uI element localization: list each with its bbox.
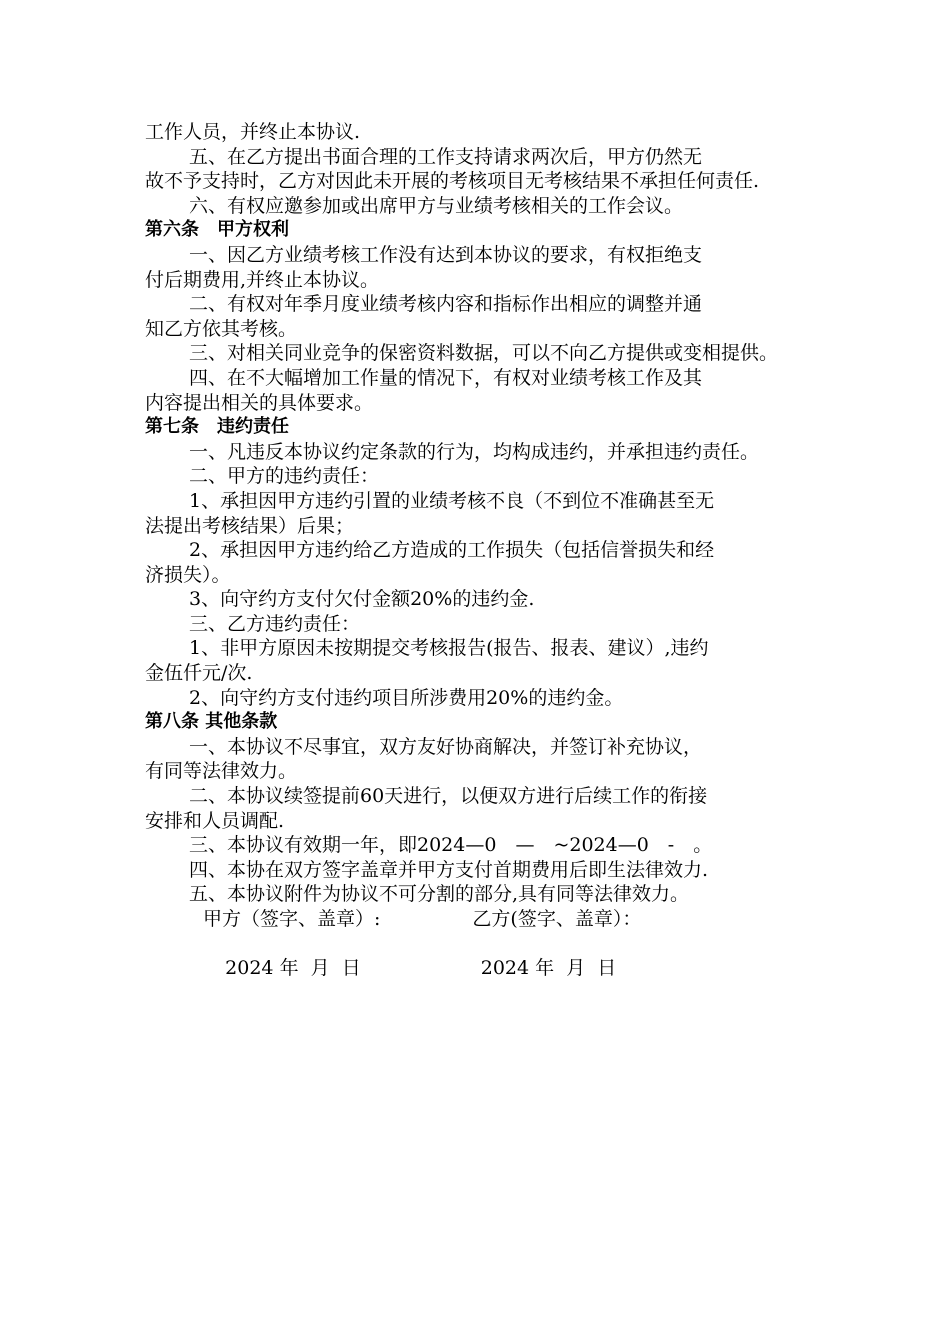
text-line: 三、本协议有效期一年，即2024—0 — ~2024—0 - 。 [189,834,713,857]
section-heading: 第七条 违约责任 [145,416,289,438]
text-line: 付后期费用,并终止本协议。 [145,268,380,291]
text-line: 一、凡违反本协议约定条款的行为，均构成违约，并承担违约责任。 [189,440,760,463]
signature-row [145,907,810,932]
date-row [145,932,810,980]
document-body [145,120,810,907]
text-line: 知乙方依其考核。 [145,317,298,340]
text-line: 安排和人员调配. [145,809,285,832]
text-line: 二、甲方的违约责任： [189,465,380,488]
text-line: 二、有权对年季月度业绩考核内容和指标作出相应的调整并通 [189,293,703,316]
text-line: 有同等法律效力。 [145,760,298,783]
party-a-date: 2024 年 月 日 [225,957,361,980]
section-heading: 第八条 其他条款 [145,711,278,733]
text-line: 1、非甲方原因未按期提交考核报告(报告、报表、建议）,违约 [189,637,709,660]
party-b-date: 2024 年 月 日 [480,957,617,980]
text-line: 内容提出相关的具体要求。 [145,391,374,414]
text-line: 一、本协议不尽事宜，双方友好协商解决，并签订补充协议， [189,735,703,758]
text-line: 法提出考核结果）后果； [145,514,355,537]
text-line: 五、在乙方提出书面合理的工作支持请求两次后，甲方仍然无 [189,145,703,168]
text-line: 二、本协议续签提前60天进行，以便双方进行后续工作的衔接 [189,785,708,808]
text-line: 1、承担因甲方违约引置的业绩考核不良（不到位不准确甚至无 [189,489,715,512]
text-line: 三、对相关同业竞争的保密资料数据，可以不向乙方提供或变相提供。 [189,342,779,365]
document-page [145,120,810,980]
text-line: 故不予支持时，乙方对因此未开展的考核项目无考核结果不承担任何责任. [145,170,760,193]
text-line: 济损失）。 [145,563,231,586]
text-line: 四、本协在双方签字盖章并甲方支付首期费用后即生法律效力. [189,858,709,881]
text-line: 三、乙方违约责任： [189,612,361,635]
party-a-signature-label: 甲方（签字、盖章）: [203,908,381,930]
text-line: 工作人员，并终止本协议. [145,121,361,143]
text-line: 一、因乙方业绩考核工作没有达到本协议的要求，有权拒绝支 [189,243,703,266]
text-line: 金伍仟元/次. [145,662,253,685]
text-line: 2、承担因甲方违约给乙方造成的工作损失（包括信誉损失和经 [189,539,715,562]
text-line: 五、本协议附件为协议不可分割的部分,具有同等法律效力。 [189,883,690,906]
text-line: 六、有权应邀参加或出席甲方与业绩考核相关的工作会议。 [189,194,684,217]
section-heading: 第六条 甲方权利 [145,219,289,241]
text-line: 2、向守约方支付违约项目所涉费用20%的违约金。 [189,686,624,709]
party-b-signature-label: 乙方(签字、盖章）： [472,908,642,930]
text-line: 3、向守约方支付欠付金额20%的违约金. [189,588,535,611]
text-line: 四、在不大幅增加工作量的情况下，有权对业绩考核工作及其 [189,366,703,389]
